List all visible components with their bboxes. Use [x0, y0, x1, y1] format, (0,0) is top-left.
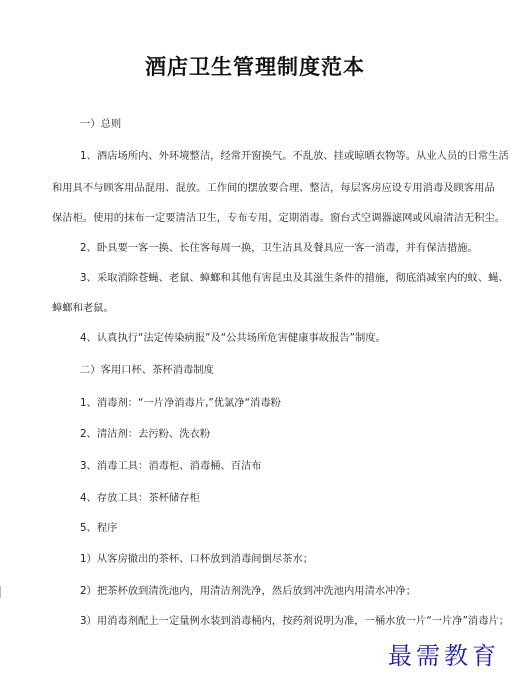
- page-edge-mark: [0, 586, 5, 598]
- document-title: 酒店卫生管理制度范本: [145, 55, 365, 79]
- paragraph-line: 2、卧具要一客一换、长住客每周一换，卫生洁具及餐具应一客一消毒，并有保洁措施。: [80, 242, 478, 254]
- list-item: 3）用消毒剂配上一定量例水装到消毒桶内，按药剂说明为准，一桶水放一片“一片净”消毒片；: [80, 615, 510, 627]
- paragraph-line: 4、认真执行“法定传染病报”及“公共场所危害健康事故报告”制度。: [80, 332, 386, 344]
- paragraph-line: 和用具不与顾客用品混用、混放。工作间的摆放要合理、整洁，每层客房应设专用消毒及顾客用品: [52, 182, 495, 194]
- watermark-logo: 最需教育: [388, 642, 500, 670]
- paragraph-line: 1、酒店场所内、外环境整洁，经常开窗换气。不乱放、挂或晾晒衣物等。从业人员的日常生活: [80, 150, 509, 162]
- list-item: 2、清洁剂：去污粉、洗衣粉: [80, 428, 211, 440]
- list-item: 1）从客房撤出的茶杯、口杯放到消毒间倒尽茶水；: [80, 553, 314, 565]
- paragraph-line: 3、采取消除苍蝇、老鼠、蟑螂和其他有害昆虫及其滋生条件的措施，彻底消减室内的蚊、蝇、: [80, 272, 509, 284]
- list-item: 4、存放工具：茶杯储存柜: [80, 492, 200, 504]
- list-item: 2）把茶杯放到清洗池内，用清洁剂洗净，然后放到冲洗池内用清水冲净；: [80, 585, 417, 597]
- list-item: 3、消毒工具：消毒柜、消毒桶、百洁布: [80, 460, 262, 472]
- paragraph-line: 蟑螂和老鼠。: [52, 302, 114, 314]
- section-heading-general: 一）总则: [80, 118, 122, 130]
- section-heading-cup-sanitizing: 二）客用口杯、茶杯消毒制度: [80, 364, 214, 376]
- list-item: 1、消毒剂：“一片净消毒片,”优氯净“消毒粉: [80, 397, 281, 409]
- list-item: 5、程序: [80, 522, 118, 534]
- paragraph-line: 保洁柜。使用的抹布一定要清洁卫生，专布专用，定期消毒。窗台式空调器滤网或风扇清洁无积尘。: [52, 212, 506, 224]
